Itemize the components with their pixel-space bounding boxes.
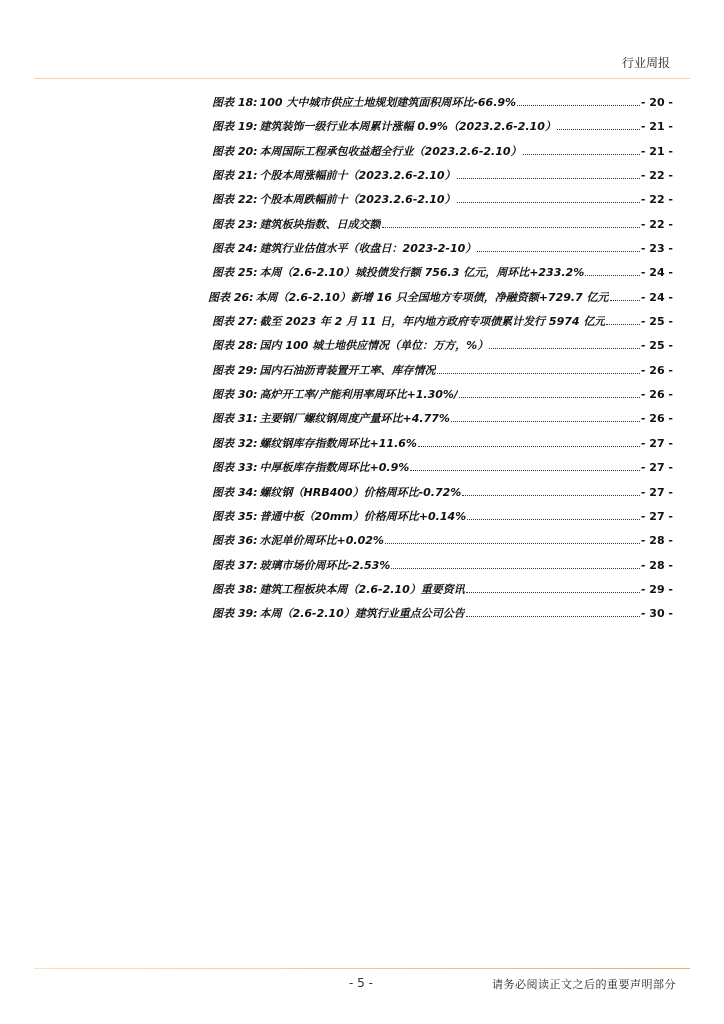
leader-dots — [466, 591, 640, 593]
toc-entry[interactable] — [212, 435, 673, 459]
figure-page-number: - 22 - — [640, 169, 673, 183]
figure-label: 图表 28: — [212, 339, 258, 353]
figure-caption: 建筑行业估值水平（收盘日：2023-2-10） — [259, 242, 477, 256]
figure-list — [208, 94, 673, 630]
leader-dots — [477, 250, 640, 252]
figure-page-number: - 26 - — [640, 388, 673, 402]
figure-page-number: - 25 - — [640, 315, 673, 329]
leader-dots — [459, 396, 640, 398]
figure-page-number: - 27 - — [640, 485, 673, 499]
figure-caption: 建筑工程板块本周（2.6-2.10）重要资讯 — [259, 582, 465, 596]
figure-label: 图表 19: — [212, 120, 258, 134]
toc-entry[interactable] — [212, 143, 673, 167]
leader-dots — [557, 128, 640, 130]
figure-caption: 普通中板（20mm）价格周环比+0.14% — [259, 509, 467, 523]
figure-page-number: - 25 - — [640, 339, 673, 353]
figure-page-number: - 22 - — [640, 193, 673, 207]
figure-caption: 本周（2.6-2.10）新增 16 只全国地方专项债，净融资额+729.7 亿元 — [255, 290, 609, 304]
figure-caption: 个股本周跌幅前十（2023.2.6-2.10） — [259, 193, 456, 207]
toc-entry[interactable] — [212, 557, 673, 581]
figure-caption: 水泥单价周环比+0.02% — [259, 534, 384, 548]
figure-page-number: - 24 - — [640, 266, 673, 280]
leader-dots — [410, 469, 640, 471]
toc-entry[interactable] — [212, 410, 673, 434]
toc-entry[interactable] — [212, 191, 673, 215]
toc-entry[interactable] — [212, 94, 673, 118]
figure-caption: 螺纹钢库存指数周环比+11.6% — [259, 436, 417, 450]
toc-entry[interactable] — [212, 118, 673, 142]
leader-dots — [585, 274, 640, 276]
figure-caption: 螺纹钢（HRB400）价格周环比-0.72% — [259, 485, 462, 499]
figure-label: 图表 23: — [212, 217, 258, 231]
footer-divider — [34, 968, 690, 969]
leader-dots — [382, 226, 640, 228]
figure-page-number: - 26 - — [640, 412, 673, 426]
figure-page-number: - 23 - — [640, 242, 673, 256]
leader-dots — [610, 299, 640, 301]
figure-caption: 本周（2.6-2.10）城投债发行额 756.3 亿元，周环比+233.2% — [259, 266, 585, 280]
toc-entry[interactable] — [212, 337, 673, 361]
figure-caption: 玻璃市场价周环比-2.53% — [259, 558, 391, 572]
figure-caption: 高炉开工率/产能利用率周环比+1.30%/ — [259, 388, 458, 402]
figure-caption: 主要钢厂螺纹钢周度产量环比+4.77% — [259, 412, 450, 426]
toc-entry[interactable] — [212, 264, 673, 288]
figure-label: 图表 32: — [212, 436, 258, 450]
figure-page-number: - 22 - — [640, 217, 673, 231]
toc-entry[interactable] — [212, 167, 673, 191]
figure-page-number: - 21 - — [640, 120, 673, 134]
toc-entry[interactable] — [212, 484, 673, 508]
toc-entry[interactable] — [212, 532, 673, 556]
toc-entry[interactable] — [212, 459, 673, 483]
figure-caption: 本周国际工程承包收益超全行业（2023.2.6-2.10） — [259, 144, 522, 158]
toc-entry[interactable] — [212, 216, 673, 240]
leader-dots — [466, 615, 640, 617]
toc-entry[interactable] — [212, 605, 673, 629]
figure-label: 图表 35: — [212, 509, 258, 523]
figure-caption: 个股本周涨幅前十（2023.2.6-2.10） — [259, 169, 456, 183]
figure-label: 图表 34: — [212, 485, 258, 499]
report-type-title: 行业周报 — [621, 56, 670, 70]
figure-label: 图表 29: — [212, 363, 258, 377]
leader-dots — [517, 104, 640, 106]
toc-entry[interactable] — [212, 386, 673, 410]
figure-page-number: - 27 - — [640, 461, 673, 475]
figure-caption: 建筑装饰一级行业本周累计涨幅 0.9%（2023.2.6-2.10） — [259, 120, 556, 134]
leader-dots — [418, 445, 640, 447]
figure-page-number: - 21 - — [640, 144, 673, 158]
figure-label: 图表 25: — [212, 266, 258, 280]
figure-page-number: - 28 - — [640, 534, 673, 548]
header-divider — [34, 78, 690, 79]
leader-dots — [437, 372, 640, 374]
figure-label: 图表 30: — [212, 388, 258, 402]
figure-page-number: - 24 - — [640, 290, 673, 304]
disclaimer-text: 请务必阅读正文之后的重要声明部分 — [492, 978, 676, 991]
leader-dots — [391, 567, 640, 569]
leader-dots — [467, 518, 640, 520]
figure-caption: 建筑板块指数、日成交额 — [259, 217, 381, 231]
figure-label: 图表 38: — [212, 582, 258, 596]
figure-caption: 中厚板库存指数周环比+0.9% — [259, 461, 410, 475]
leader-dots — [457, 177, 640, 179]
figure-label: 图表 33: — [212, 461, 258, 475]
figure-page-number: - 26 - — [640, 363, 673, 377]
figure-caption: 截至 2023 年 2 月 11 日，年内地方政府专项债累计发行 5974 亿元 — [259, 315, 606, 329]
figure-page-number: - 30 - — [640, 607, 673, 621]
toc-entry[interactable] — [212, 508, 673, 532]
figure-label: 图表 18: — [212, 96, 258, 109]
figure-page-number: - 27 - — [640, 436, 673, 450]
figure-label: 图表 22: — [212, 193, 258, 207]
leader-dots — [462, 494, 640, 496]
page-number: - 5 - — [349, 976, 373, 990]
figure-label: 图表 26: — [208, 290, 254, 304]
figure-caption: 本周（2.6-2.10）建筑行业重点公司公告 — [259, 607, 465, 621]
figure-page-number: - 27 - — [640, 509, 673, 523]
toc-entry[interactable] — [212, 581, 673, 605]
leader-dots — [489, 347, 640, 349]
leader-dots — [523, 153, 640, 155]
toc-entry[interactable] — [212, 313, 673, 337]
figure-caption: 国内 100 城土地供应情况（单位：万方，%） — [259, 339, 489, 353]
figure-label: 图表 39: — [212, 607, 258, 621]
figure-label: 图表 36: — [212, 534, 258, 548]
figure-label: 图表 27: — [212, 315, 258, 329]
figure-page-number: - 29 - — [640, 582, 673, 596]
figure-label: 图表 20: — [212, 144, 258, 158]
figure-label: 图表 31: — [212, 412, 258, 426]
figure-label: 图表 21: — [212, 169, 258, 183]
leader-dots — [606, 323, 640, 325]
toc-entry[interactable] — [212, 362, 673, 386]
figure-page-number: - 20 - — [640, 96, 673, 109]
leader-dots — [451, 420, 640, 422]
leader-dots — [457, 201, 640, 203]
figure-label: 图表 24: — [212, 242, 258, 256]
toc-entry[interactable] — [212, 240, 673, 264]
figure-caption: 100 大中城市供应土地规划建筑面积周环比-66.9% — [259, 96, 517, 109]
figure-page-number: - 28 - — [640, 558, 673, 572]
leader-dots — [385, 542, 640, 544]
figure-caption: 国内石油沥青装置开工率、库存情况 — [259, 363, 436, 377]
toc-entry[interactable] — [208, 289, 673, 313]
figure-label: 图表 37: — [212, 558, 258, 572]
